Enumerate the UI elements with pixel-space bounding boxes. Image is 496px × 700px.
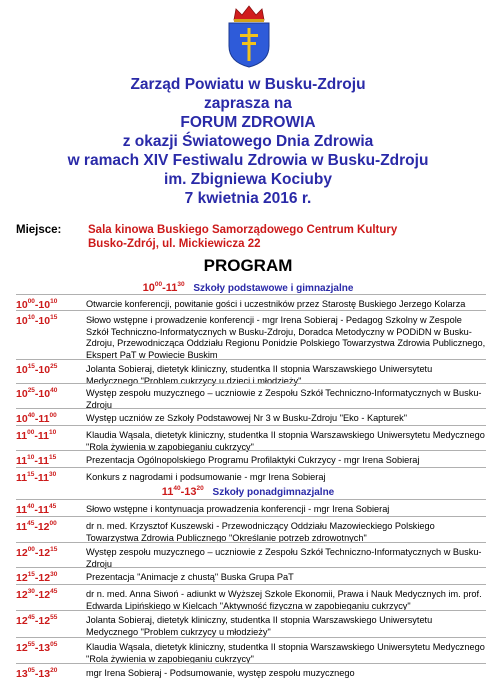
- agenda-time: $10^{10}-10^{15}$: [16, 314, 58, 327]
- agenda-row: [16, 663, 486, 684]
- header-invites: zaprasza na: [204, 95, 292, 112]
- agenda-time: $13^{05}-13^{20}$: [16, 667, 58, 680]
- agenda-time: $12^{55}-13^{05}$: [16, 641, 58, 654]
- agenda-row: [16, 542, 486, 568]
- agenda-row: [16, 610, 486, 638]
- agenda-description: Konkurs z nagrodami i podsumowanie - mgr Irena Sobieraj: [86, 472, 326, 482]
- agenda-row: [16, 567, 486, 585]
- agenda-description: dr n. med. Anna Siwoń - adiunkt w Wyższej Szkole Ekonomii, Prawa i Nauk Medycznych im. prof. Edwarda Lipińskiego w Kielcach "Aktywność fizyczna w zapobieganiu cukrzycy": [86, 589, 482, 611]
- header-organizer: Zarząd Powiatu w Busku-Zdroju: [130, 76, 366, 93]
- agenda-row: [16, 516, 486, 543]
- agenda-description: Klaudia Wąsala, dietetyk kliniczny, studentka II stopnia Warszawskiego Uniwersytetu Medycznego "Rola żywienia w zapobieganiu cukrzycy": [86, 430, 485, 452]
- section-time: $10^{00}-11^{30}$: [142, 281, 185, 294]
- agenda-description: Jolanta Sobieraj, dietetyk kliniczny, studentka II stopnia Warszawskiego Uniwersytetu Medycznego "Problem cukrzycy u dzieci i młodzieży": [86, 364, 433, 386]
- agenda-time: $12^{45}-12^{55}$: [16, 614, 58, 627]
- agenda-time: $10^{15}-10^{25}$: [16, 363, 58, 376]
- agenda-row: [16, 467, 486, 484]
- coat-of-arms-icon: [226, 4, 272, 68]
- place-venue: Sala kinowa Buskiego Samorządowego Centrum Kultury: [88, 224, 398, 236]
- agenda-row: [16, 450, 486, 468]
- header-patron: im. Zbigniewa Kociuby: [164, 171, 332, 188]
- agenda-time: $12^{00}-12^{15}$: [16, 546, 58, 559]
- agenda-time: $10^{40}-11^{00}$: [16, 412, 57, 425]
- agenda-row: [16, 637, 486, 664]
- header-occasion: z okazji Światowego Dnia Zdrowia: [122, 133, 374, 150]
- agenda-time: $11^{00}-11^{10}$: [16, 429, 57, 442]
- agenda-description: Prezentacja Ogólnopolskiego Programu Profilaktyki Cukrzycy - mgr Irena Sobieraj: [86, 455, 420, 465]
- agenda-row: [16, 425, 486, 451]
- agenda-time: $11^{40}-11^{45}$: [16, 503, 57, 516]
- agenda-description: Jolanta Sobieraj, dietetyk kliniczny, studentka II stopnia Warszawskiego Uniwersytetu Medycznego "Problem cukrzycy u młodzieży": [86, 615, 433, 637]
- section-heading: [0, 282, 496, 294]
- agenda-row: [16, 294, 486, 310]
- agenda-row: [16, 359, 486, 384]
- place-address: Busko-Zdrój, ul. Mickiewicza 22: [88, 238, 261, 250]
- section-heading: [0, 486, 496, 498]
- agenda-time: $10^{00}-10^{10}$: [16, 298, 58, 311]
- agenda-time: $11^{10}-11^{15}$: [16, 454, 57, 467]
- agenda-description: Otwarcie konferencji, powitanie gości i uczestników przez Starostę Buskiego Jerzego Kolarza: [86, 299, 466, 309]
- agenda-time: $11^{45}-12^{00}$: [16, 520, 57, 533]
- agenda-time: $12^{30}-12^{45}$: [16, 588, 58, 601]
- agenda-row: [16, 383, 486, 409]
- header-festival: w ramach XIV Festiwalu Zdrowia w Busku-Zdroju: [67, 152, 429, 169]
- agenda-row: [16, 408, 486, 426]
- place-label: Miejsce:: [16, 224, 62, 236]
- agenda-row: [16, 499, 486, 517]
- agenda-description: Klaudia Wąsala, dietetyk kliniczny, studentka II stopnia Warszawskiego Uniwersytetu Medycznego "Rola żywienia w zapobieganiu cukrzycy": [86, 642, 485, 664]
- agenda-row: [16, 310, 486, 360]
- agenda-time: $12^{15}-12^{30}$: [16, 571, 58, 584]
- agenda-description: Występ uczniów ze Szkoły Podstawowej Nr 3 w Busku-Zdroju "Eko - Kapturek": [86, 413, 407, 423]
- agenda-row: [16, 584, 486, 611]
- header-event: FORUM ZDROWIA: [180, 114, 316, 131]
- agenda-description: Występ zespołu muzycznego – uczniowie z Zespołu Szkół Techniczno-Informatycznych w Busku-Zdroju: [86, 388, 482, 410]
- agenda-time: $10^{25}-10^{40}$: [16, 387, 58, 400]
- header-date: 7 kwietnia 2016 r.: [184, 190, 312, 207]
- agenda-time: $11^{15}-11^{30}$: [16, 471, 57, 484]
- section-label: Szkoły podstawowe i gimnazjalne: [193, 283, 354, 294]
- agenda-description: dr n. med. Krzysztof Kuszewski - Przewodniczący Oddziału Mazowieckiego Polskiego Towarzystwa Zdrowia Publicznego "Określanie potrzeb zdrowotnych": [86, 521, 435, 543]
- section-time: $11^{40}-13^{20}$: [161, 485, 204, 498]
- agenda-description: Prezentacja "Animacje z chustą" Buska Grupa PaT: [86, 572, 294, 582]
- agenda-description: Występ zespołu muzycznego – uczniowie z Zespołu Szkół Techniczno-Informatycznych w Busku-Zdroju: [86, 547, 482, 569]
- agenda-description: Słowo wstępne i kontynuacja prowadzenia konferencji - mgr Irena Sobieraj: [86, 504, 390, 514]
- agenda-description: Słowo wstępne i prowadzenie konferencji - mgr Irena Sobieraj - Pedagog Szkolny w Zespole Szkół Techniczno-Informatycznych w Busku-Zdroju, Doradca Metodyczny w PODiDN w Busku-Zdroju, Przewodnicząca Oddziału Regionu Ponidzie Polskiego Towarzystwa Zdrowia Publicznego, Ekspert PaT w Powiecie Buskim: [86, 315, 486, 360]
- section-label: Szkoły ponadgimnazjalne: [212, 487, 335, 498]
- program-title: PROGRAM: [203, 256, 293, 275]
- agenda-description: mgr Irena Sobieraj - Podsumowanie, występ zespołu muzycznego: [86, 668, 355, 678]
